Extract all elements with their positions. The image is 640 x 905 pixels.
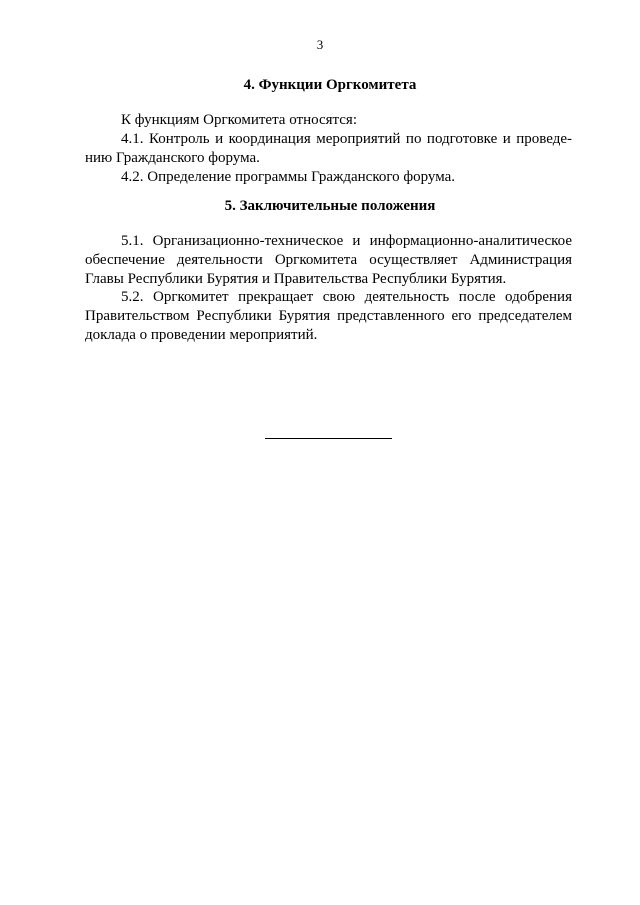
page-number: 3 — [316, 37, 324, 52]
paragraph-5-1: 5.1. Организационно-техническое и информационно-аналитическое обеспечение деятельности Оргкомитета осуществляет Администрация Главы Республики Бурятия и Правительства Республики Бурятия. — [85, 233, 572, 287]
end-divider-line — [265, 438, 392, 439]
section-5-heading: 5. Заключительные положения — [224, 198, 436, 214]
section-4-heading: 4. Функции Оргкомитета — [243, 77, 417, 93]
paragraph-5-2: 5.2. Оргкомитет прекращает свою деятельность после одобрения Правительством Республики Бурятия представленного его председателем доклада о проведении мероприятий. — [85, 289, 572, 343]
paragraph-4-1: 4.1. Контроль и координация мероприятий по подготовке и проведе- нию Гражданского форума. — [85, 131, 572, 166]
paragraph-4-2: 4.2. Определение программы Гражданского форума. — [121, 169, 456, 185]
section-4-intro: К функциям Оргкомитета относятся: — [121, 112, 357, 128]
